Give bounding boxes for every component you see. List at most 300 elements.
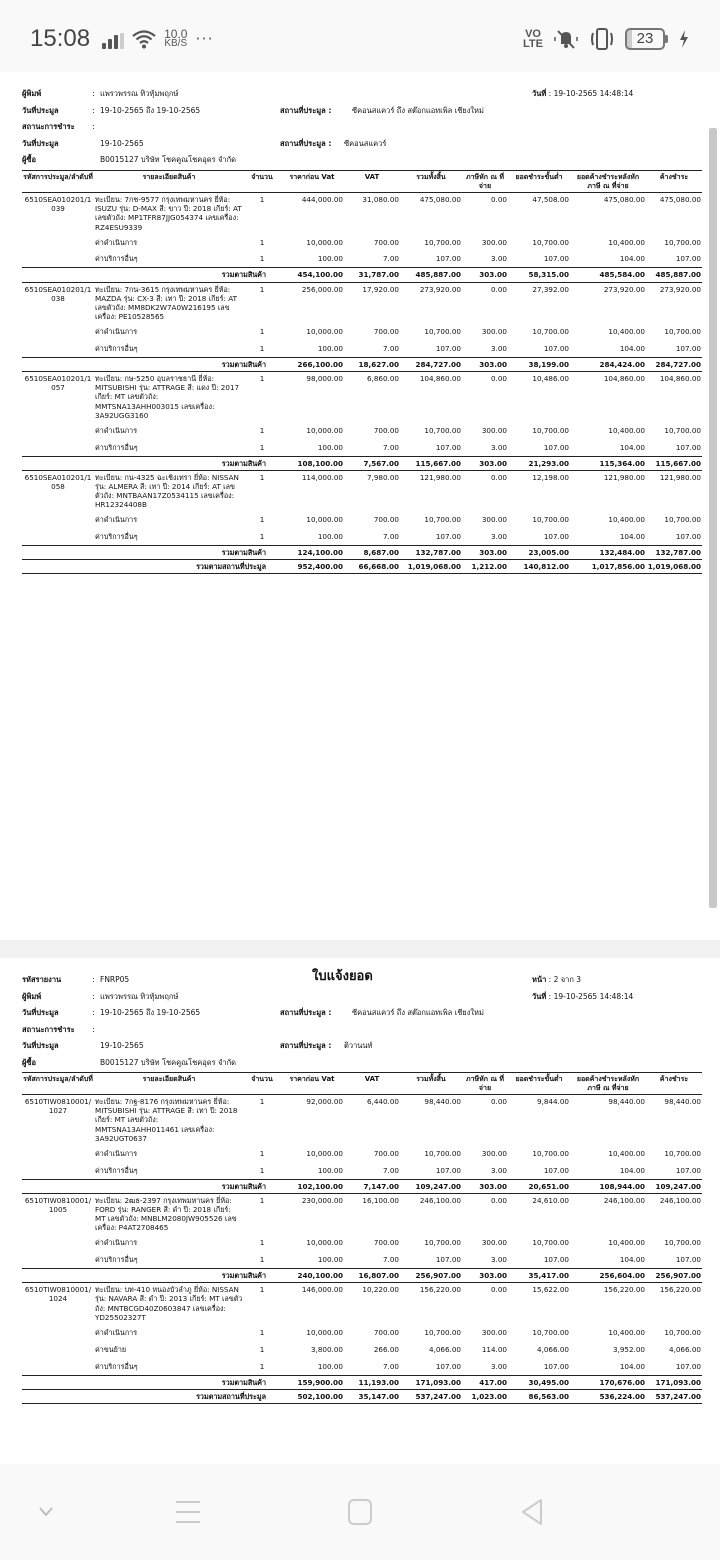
subtotal-wht: 303.00 — [462, 546, 508, 560]
cell-vat: 7.00 — [382, 532, 399, 542]
cell-total: 107.00 — [435, 1255, 461, 1265]
subtotal-pre-vat: 124,100.00 — [280, 546, 344, 560]
report-header: ผู้พิมพ์ : แพรวพรรณ ทิวทุ้มพฤกษ์ วันที่ : 19-10-2565 14:48:14 วันที่ประมูล : 19-10-2565 ถึง 19-10-2565 สถานที่ประมูล : ซีคอนสแควร์ ถึง สต๊อกแอทเพิล เชียงใหม่ สถานะการชำระ : วันที่ประมูล 19-10-2565 สถานที่ประมูล : ซีคอนสแควร์ ผู้ซื้อ B0015127 บริษัท โชคคูณโชคอุดร จำกัด — [22, 86, 702, 169]
col-header: ยอดค้างชำระหลังหักภาษี ณ ที่จ่าย — [570, 1073, 646, 1095]
fee-row — [22, 529, 702, 546]
cell-after-wht: 3,952.00 — [612, 1344, 645, 1354]
subtotal-vat: 18,627.00 — [344, 357, 400, 371]
cell-outstanding: 4,066.00 — [668, 1344, 701, 1354]
subtotal-total: 284,727.00 — [400, 357, 462, 371]
subtotal-pre-vat: 159,900.00 — [280, 1375, 344, 1389]
cell-wht: 3.00 — [490, 1361, 507, 1371]
cell-pre-vat: 100.00 — [317, 532, 343, 542]
cell-total: 107.00 — [435, 532, 461, 542]
subtotal-pre-vat: 266,100.00 — [280, 357, 344, 371]
fee-description: ค่าบริการอื่นๆ — [95, 1165, 138, 1175]
fee-row — [22, 1341, 702, 1358]
grand-total-after-wht: 1,017,856.00 — [570, 560, 646, 574]
subtotal-total: 132,787.00 — [400, 546, 462, 560]
cell-qty: 1 — [259, 532, 265, 542]
cell-vat: 6,860.00 — [366, 374, 399, 384]
cell-wht: 0.00 — [490, 472, 507, 482]
cell-total: 107.00 — [435, 343, 461, 353]
cell-outstanding: 273,920.00 — [659, 284, 701, 294]
cell-outstanding: 10,700.00 — [664, 425, 701, 435]
cell-outstanding: 246,100.00 — [659, 1195, 701, 1205]
cell-total: 10,700.00 — [424, 1238, 461, 1248]
subtotal-after-wht: 485,584.00 — [570, 268, 646, 282]
report-header: รหัสรายงาน : FNRP05 ใบแจ้งยอด หน้า : 2 จาก 3 ผู้พิมพ์ : แพรวพรรณ ทิวทุ้มพฤกษ์ วันที่ : 19-10-2565 14:48:14 วันที่ประมูล : 19-10-2565 ถึง 19-10-2565 สถานที่ประมูล : ซีคอนสแควร์ ถึง สต๊อกแอทเพิล เชียงใหม่ สถานะการชำระ : วันที่ประมูล 19-10-2565 สถานที่ประมูล : ติวานนท์ ผู้ซื้อ B0015127 บริษัท โชคคูณโชคอุดร จำกัด — [22, 972, 702, 1071]
fee-row — [22, 1358, 702, 1375]
cell-total: 246,100.00 — [419, 1195, 461, 1205]
subtotal-min-pay: 35,417.00 — [508, 1269, 570, 1283]
payment-status-label: สถานะการชำระ — [22, 122, 75, 131]
back-button[interactable] — [512, 1494, 552, 1530]
cell-total: 4,066.00 — [428, 1344, 461, 1354]
cell-total: 273,920.00 — [419, 284, 461, 294]
cell-vat: 7.00 — [382, 1255, 399, 1265]
home-button[interactable] — [340, 1494, 380, 1530]
cell-wht: 3.00 — [490, 442, 507, 452]
venue-range: ซีคอนสแควร์ ถึง สต๊อกแอทเพิล เชียงใหม่ — [352, 105, 484, 115]
grand-total-min-pay: 140,812.00 — [508, 560, 570, 574]
table-header — [22, 171, 702, 193]
subtotal-pre-vat: 102,100.00 — [280, 1179, 344, 1193]
fee-description: ค่าดำเนินการ — [95, 515, 138, 525]
cell-min-pay: 107.00 — [543, 343, 569, 353]
col-header: จำนวน — [244, 171, 280, 193]
auction-date-label: วันที่ประมูล — [22, 1041, 59, 1050]
cell-wht: 0.00 — [490, 374, 507, 384]
subtotal-label: รวมตามสินค้า — [22, 1269, 280, 1283]
cell-pre-vat: 10,000.00 — [306, 1148, 343, 1158]
cell-wht: 300.00 — [481, 515, 507, 525]
cell-outstanding: 107.00 — [675, 343, 701, 353]
auction-code: 6510SEA010201/1038 — [24, 284, 92, 303]
grand-total-wht: 1,023.00 — [462, 1389, 508, 1403]
fee-row — [22, 323, 702, 340]
cell-after-wht: 104.00 — [619, 442, 645, 452]
cell-qty: 1 — [259, 515, 265, 525]
cell-after-wht: 10,400.00 — [608, 425, 645, 435]
battery-icon: 23 — [625, 28, 668, 50]
cell-outstanding: 10,700.00 — [664, 1327, 701, 1337]
fee-row — [22, 512, 702, 529]
cell-min-pay: 107.00 — [543, 254, 569, 264]
cell-min-pay: 10,486.00 — [532, 374, 569, 384]
cell-qty: 1 — [259, 1238, 265, 1248]
cell-wht: 3.00 — [490, 343, 507, 353]
vehicle-description: ทะเบียน: กษ-5250 อุบลราชธานี ยี่ห้อ: MITSUBISHI รุ่น: ATTRAGE สี: แดง ปี: 2017 เกียร์: MT เลขตัวถัง: MMTSNA13AHH003015 เลขเครื่อง: 3A92UGG3160 — [95, 374, 240, 420]
document-viewer[interactable] — [0, 72, 720, 1464]
buyer-value: B0015127 บริษัท โชคคูณโชคอุดร จำกัด — [100, 155, 237, 164]
auction-code: 6510TIW0810001/1027 — [24, 1097, 92, 1116]
subtotal-after-wht: 108,944.00 — [570, 1179, 646, 1193]
cell-qty: 1 — [259, 195, 265, 204]
subtotal-row — [22, 268, 702, 282]
cell-wht: 0.00 — [490, 1285, 507, 1295]
cell-pre-vat: 3,800.00 — [310, 1344, 343, 1354]
fee-description: ค่าบริการอื่นๆ — [95, 1255, 138, 1265]
cell-pre-vat: 100.00 — [317, 1165, 343, 1175]
table-row — [22, 193, 702, 234]
print-date: วันที่ : 19-10-2565 14:48:14 — [532, 89, 634, 98]
cell-pre-vat: 10,000.00 — [306, 425, 343, 435]
table-row — [22, 1193, 702, 1234]
cell-vat: 7.00 — [382, 1165, 399, 1175]
cell-outstanding: 107.00 — [675, 532, 701, 542]
table-row — [22, 282, 702, 323]
cell-total: 107.00 — [435, 1165, 461, 1175]
empty-cell — [22, 1235, 94, 1252]
grand-total-outstanding: 537,247.00 — [646, 1389, 702, 1403]
cell-vat: 7,980.00 — [366, 472, 399, 482]
col-header: ยอดชำระขั้นต่ำ — [508, 171, 570, 193]
cell-pre-vat: 114,000.00 — [301, 472, 343, 482]
cell-total: 107.00 — [435, 442, 461, 452]
cell-total: 107.00 — [435, 254, 461, 264]
cell-after-wht: 246,100.00 — [603, 1195, 645, 1205]
subtotal-wht: 417.00 — [462, 1375, 508, 1389]
cell-wht: 300.00 — [481, 237, 507, 247]
empty-cell — [22, 1358, 94, 1375]
cell-wht: 0.00 — [490, 1097, 507, 1106]
fee-description: ค่าดำเนินการ — [95, 1148, 138, 1158]
cell-min-pay: 107.00 — [543, 1255, 569, 1265]
subtotal-vat: 31,787.00 — [344, 268, 400, 282]
auction-code: 6510SEA010201/1057 — [24, 374, 92, 393]
cell-min-pay: 10,700.00 — [532, 1148, 569, 1158]
cell-vat: 7.00 — [382, 343, 399, 353]
fee-description: ค่าบริการอื่นๆ — [95, 442, 138, 452]
cell-outstanding: 121,980.00 — [659, 472, 701, 482]
fee-description: ค่าขนย้าย — [95, 1344, 127, 1354]
empty-cell — [22, 1252, 94, 1269]
subtotal-min-pay: 30,495.00 — [508, 1375, 570, 1389]
venue-label: สถานที่ประมูล : — [280, 1008, 332, 1017]
subtotal-total: 171,093.00 — [400, 1375, 462, 1389]
grand-total-vat: 35,147.00 — [344, 1389, 400, 1403]
col-header: รหัสการประมูล/ลำดับที่ — [22, 1073, 94, 1095]
fee-row — [22, 1145, 702, 1162]
grand-total-label: รวมตามสถานที่ประมูล — [22, 560, 280, 574]
buyer-value: B0015127 บริษัท โชคคูณโชคอุดร จำกัด — [100, 1057, 237, 1067]
col-header: รวมทั้งสิ้น — [400, 171, 462, 193]
subtotal-vat: 7,147.00 — [344, 1179, 400, 1193]
empty-cell — [22, 340, 94, 357]
grand-total-row — [22, 560, 702, 574]
vehicle-description: ทะเบียน: 2ฒธ-2397 กรุงเทพมหานคร ยี่ห้อ: FORD รุ่น: RANGER สี: ดำ ปี: 2018 เกียร์: MT เลขตัวถัง: MNBLM2080JW905526 เลขเครื่อง: P4AT2708465 — [95, 1195, 237, 1233]
col-header: รหัสการประมูล/ลำดับที่ — [22, 171, 94, 193]
grand-total-pre-vat: 502,100.00 — [280, 1389, 344, 1403]
cell-vat: 7.00 — [382, 1361, 399, 1371]
cell-min-pay: 107.00 — [543, 532, 569, 542]
grand-total-after-wht: 536,224.00 — [570, 1389, 646, 1403]
home-square-icon — [346, 1498, 374, 1526]
cell-qty: 1 — [259, 1165, 265, 1175]
subtotal-outstanding: 132,787.00 — [646, 546, 702, 560]
subtotal-outstanding: 109,247.00 — [646, 1179, 702, 1193]
document-page-2 — [0, 958, 720, 1464]
wifi-icon — [132, 29, 156, 49]
cell-vat: 10,220.00 — [362, 1285, 399, 1295]
venue-range: ซีคอนสแควร์ ถึง สต๊อกแอทเพิล เชียงใหม่ — [352, 1008, 484, 1017]
auction-date-label: วันที่ประมูล — [22, 105, 59, 115]
fee-description: ค่าบริการอื่นๆ — [95, 532, 138, 542]
cell-min-pay: 107.00 — [543, 442, 569, 452]
cell-total: 475,080.00 — [419, 195, 461, 204]
subtotal-label: รวมตามสินค้า — [22, 456, 280, 470]
hide-nav-button[interactable] — [26, 1494, 66, 1530]
cell-outstanding: 10,700.00 — [664, 327, 701, 337]
cell-outstanding: 10,700.00 — [664, 1148, 701, 1158]
navigation-bar — [0, 1464, 720, 1560]
cell-after-wht: 104.00 — [619, 532, 645, 542]
cell-outstanding: 10,700.00 — [664, 515, 701, 525]
table-header — [22, 1073, 702, 1095]
cell-min-pay: 12,198.00 — [532, 472, 569, 482]
subtotal-label: รวมตามสินค้า — [22, 357, 280, 371]
cell-after-wht: 10,400.00 — [608, 327, 645, 337]
cell-after-wht: 104.00 — [619, 1165, 645, 1175]
grand-total-total: 1,019,068.00 — [400, 560, 462, 574]
fee-row — [22, 422, 702, 439]
subtotal-min-pay: 23,005.00 — [508, 546, 570, 560]
empty-cell — [22, 1341, 94, 1358]
col-header: ราคาก่อน Vat — [280, 1073, 344, 1095]
cell-pre-vat: 10,000.00 — [306, 237, 343, 247]
cell-total: 98,440.00 — [424, 1097, 461, 1106]
table-row — [22, 470, 702, 511]
subtotal-row — [22, 456, 702, 470]
subtotal-wht: 303.00 — [462, 1269, 508, 1283]
subtotal-outstanding: 115,667.00 — [646, 456, 702, 470]
col-header: VAT — [344, 171, 400, 193]
subtotal-row — [22, 1375, 702, 1389]
cell-qty: 1 — [259, 254, 265, 264]
printer-label: ผู้พิมพ์ — [22, 991, 42, 1001]
cell-qty: 1 — [259, 442, 265, 452]
cell-min-pay: 15,622.00 — [532, 1285, 569, 1295]
subtotal-row — [22, 546, 702, 560]
vehicle-description: ทะเบียน: 7กช-9577 กรุงเทพมหานคร ยี่ห้อ: ISUZU รุ่น: D-MAX สี: ขาว ปี: 2018 เกียร์: AT เลขตัวถัง: MP1TFR87JJG054374 เลขเครื่อง: RZ4ESU9339 — [95, 195, 242, 232]
cell-wht: 300.00 — [481, 1238, 507, 1248]
auction-date-range: 19-10-2565 ถึง 19-10-2565 — [100, 105, 201, 115]
table-row — [22, 1095, 702, 1146]
cell-qty: 1 — [259, 1148, 265, 1158]
empty-cell — [22, 1145, 94, 1162]
subtotal-pre-vat: 454,100.00 — [280, 268, 344, 282]
cell-wht: 0.00 — [490, 1195, 507, 1205]
subtotal-row — [22, 357, 702, 371]
venue-label: สถานที่ประมูล : — [280, 138, 332, 148]
cell-vat: 17,920.00 — [362, 284, 399, 294]
recents-button[interactable] — [168, 1494, 208, 1530]
vehicle-description: ทะเบียน: กน-4325 ฉะเชิงเทรา ยี่ห้อ: NISSAN รุ่น: ALMERA สี: เทา ปี: 2014 เกียร์: AT เลขตัวถัง: MNTBAAN17Z0534115 เลขเครื่อง: HR12324408B — [95, 472, 239, 510]
empty-cell — [22, 439, 94, 456]
cell-pre-vat: 100.00 — [317, 254, 343, 264]
cell-after-wht: 10,400.00 — [608, 1148, 645, 1158]
cell-after-wht: 10,400.00 — [608, 1238, 645, 1248]
cell-after-wht: 121,980.00 — [603, 472, 645, 482]
cell-wht: 0.00 — [490, 284, 507, 294]
subtotal-total: 109,247.00 — [400, 1179, 462, 1193]
subtotal-outstanding: 256,907.00 — [646, 1269, 702, 1283]
cell-qty: 1 — [259, 374, 265, 384]
subtotal-after-wht: 256,604.00 — [570, 1269, 646, 1283]
cell-vat: 700.00 — [373, 327, 399, 337]
empty-cell — [22, 1162, 94, 1179]
subtotal-label: รวมตามสินค้า — [22, 546, 280, 560]
cell-min-pay: 10,700.00 — [532, 515, 569, 525]
cell-pre-vat: 10,000.00 — [306, 1238, 343, 1248]
col-header: รายละเอียดสินค้า — [94, 1073, 244, 1095]
cell-outstanding: 98,440.00 — [664, 1097, 701, 1106]
cell-vat: 16,100.00 — [362, 1195, 399, 1205]
cell-vat: 6,440.00 — [366, 1097, 399, 1106]
subtotal-label: รวมตามสินค้า — [22, 1375, 280, 1389]
cell-min-pay: 47,508.00 — [532, 195, 569, 204]
venue-label: สถานที่ประมูล : — [280, 105, 332, 115]
grand-total-wht: 1,212.00 — [462, 560, 508, 574]
cell-pre-vat: 256,000.00 — [301, 284, 343, 294]
cell-wht: 0.00 — [490, 195, 507, 204]
cell-pre-vat: 100.00 — [317, 343, 343, 353]
cell-qty: 1 — [259, 327, 265, 337]
cell-pre-vat: 444,000.00 — [301, 195, 343, 204]
auction-code: 6510SEA010201/1039 — [24, 195, 92, 214]
subtotal-min-pay: 21,293.00 — [508, 456, 570, 470]
cell-total: 10,700.00 — [424, 1327, 461, 1337]
vehicle-description: ทะเบียน: บท-410 หนองบัวลำภู ยี่ห้อ: NISSAN รุ่น: NAVARA สี: ดำ ปี: 2013 เกียร์: MT เลขตัวถัง: MNTBCGD40Z0603847 เลขเครื่อง: YD25502327T — [95, 1285, 243, 1322]
grand-total-label: รวมตามสถานที่ประมูล — [22, 1389, 280, 1403]
cell-total: 104,860.00 — [419, 374, 461, 384]
cell-wht: 300.00 — [481, 425, 507, 435]
venue-name: ซีคอนสแควร์ — [344, 138, 387, 148]
auction-date: 19-10-2565 — [100, 1041, 144, 1050]
grand-total-row — [22, 1389, 702, 1403]
subtotal-min-pay: 58,315.00 — [508, 268, 570, 282]
subtotal-wht: 303.00 — [462, 1179, 508, 1193]
cell-vat: 266.00 — [373, 1344, 399, 1354]
cell-wht: 300.00 — [481, 327, 507, 337]
cell-pre-vat: 146,000.00 — [301, 1285, 343, 1295]
cell-min-pay: 4,066.00 — [536, 1344, 569, 1354]
cell-after-wht: 104.00 — [619, 343, 645, 353]
subtotal-label: รวมตามสินค้า — [22, 268, 280, 282]
table-row — [22, 372, 702, 423]
fee-description: ค่าบริการอื่นๆ — [95, 1361, 138, 1371]
fee-row — [22, 234, 702, 251]
cell-pre-vat: 230,000.00 — [301, 1195, 343, 1205]
subtotal-after-wht: 170,676.00 — [570, 1375, 646, 1389]
subtotal-min-pay: 38,199.00 — [508, 357, 570, 371]
empty-cell — [22, 422, 94, 439]
report-code-label: รหัสรายงาน — [22, 975, 62, 984]
subtotal-total: 256,907.00 — [400, 1269, 462, 1283]
cell-min-pay: 107.00 — [543, 1165, 569, 1175]
empty-cell — [22, 529, 94, 546]
cell-after-wht: 104.00 — [619, 254, 645, 264]
fee-description: ค่าดำเนินการ — [95, 1327, 138, 1337]
cell-total: 10,700.00 — [424, 1148, 461, 1158]
cell-total: 10,700.00 — [424, 515, 461, 525]
col-header: ราคาก่อน Vat — [280, 171, 344, 193]
fee-row — [22, 340, 702, 357]
subtotal-wht: 303.00 — [462, 357, 508, 371]
cell-after-wht: 104.00 — [619, 1361, 645, 1371]
cell-qty: 1 — [259, 343, 265, 353]
fee-row — [22, 251, 702, 268]
venue-name: ติวานนท์ — [344, 1041, 373, 1050]
col-header: จำนวน — [244, 1073, 280, 1095]
cell-qty: 1 — [259, 1344, 265, 1354]
cell-qty: 1 — [259, 1361, 265, 1371]
fee-row — [22, 1162, 702, 1179]
subtotal-wht: 303.00 — [462, 456, 508, 470]
cell-total: 10,700.00 — [424, 327, 461, 337]
cell-outstanding: 10,700.00 — [664, 1238, 701, 1248]
table-row — [22, 1283, 702, 1324]
vehicle-description: ทะเบียน: 7กน-3615 กรุงเทพมหานคร ยี่ห้อ: MAZDA รุ่น: CX-3 สี: เทา ปี: 2018 เกียร์: AT เลขตัวถัง: MM8DK2W7A0W216195 เลขเครื่อง: PE10528565 — [95, 284, 237, 322]
subtotal-after-wht: 132,484.00 — [570, 546, 646, 560]
auction-code: 6510TIW0810001/1005 — [24, 1195, 92, 1214]
print-date: วันที่ : 19-10-2565 14:48:14 — [532, 991, 634, 1001]
cell-after-wht: 156,220.00 — [603, 1285, 645, 1295]
cell-qty: 1 — [259, 1327, 265, 1337]
cell-min-pay: 107.00 — [543, 1361, 569, 1371]
more-notifications-icon: ··· — [195, 28, 214, 48]
fee-row — [22, 1252, 702, 1269]
bell-muted-icon — [553, 28, 579, 50]
col-header: VAT — [344, 1073, 400, 1095]
vehicle-description: ทะเบียน: 7กฐ-8176 กรุงเทพมหานคร ยี่ห้อ: MITSUBISHI รุ่น: ATTRAGE สี: เทา ปี: 2018 เกียร์: MT เลขตัวถัง: MMTSNA13AHH011461 เลขเครื่อง: 3A92UGT0637 — [95, 1097, 238, 1143]
cell-outstanding: 475,080.00 — [659, 195, 701, 204]
cell-qty: 1 — [259, 1195, 265, 1205]
cell-pre-vat: 100.00 — [317, 1361, 343, 1371]
venue-label: สถานที่ประมูล : — [280, 1041, 332, 1050]
fee-description: ค่าดำเนินการ — [95, 237, 138, 247]
cell-min-pay: 24,610.00 — [532, 1195, 569, 1205]
cell-wht: 3.00 — [490, 254, 507, 264]
cell-total: 10,700.00 — [424, 237, 461, 247]
cell-vat: 700.00 — [373, 1148, 399, 1158]
cell-after-wht: 475,080.00 — [603, 195, 645, 204]
cell-outstanding: 104,860.00 — [659, 374, 701, 384]
status-bar — [0, 0, 720, 72]
scrollbar[interactable] — [709, 128, 717, 908]
cell-total: 156,220.00 — [419, 1285, 461, 1295]
col-header: ภาษีหัก ณ ที่จ่าย — [462, 1073, 508, 1095]
cell-outstanding: 107.00 — [675, 1255, 701, 1265]
subtotal-after-wht: 284,424.00 — [570, 357, 646, 371]
subtotal-outstanding: 171,093.00 — [646, 1375, 702, 1389]
net-speed: 10.0 KB/S — [164, 27, 188, 49]
subtotal-total: 485,887.00 — [400, 268, 462, 282]
cell-outstanding: 10,700.00 — [664, 237, 701, 247]
cell-vat: 700.00 — [373, 515, 399, 525]
cell-wht: 300.00 — [481, 1148, 507, 1158]
subtotal-total: 115,667.00 — [400, 456, 462, 470]
printer-label: ผู้พิมพ์ — [22, 89, 42, 98]
cell-qty: 1 — [259, 472, 265, 482]
cell-wht: 3.00 — [490, 532, 507, 542]
fee-description: ค่าบริการอื่นๆ — [95, 254, 138, 264]
cell-qty: 1 — [259, 425, 265, 435]
cell-vat: 7.00 — [382, 254, 399, 264]
cell-wht: 3.00 — [490, 1255, 507, 1265]
cell-pre-vat: 100.00 — [317, 1255, 343, 1265]
